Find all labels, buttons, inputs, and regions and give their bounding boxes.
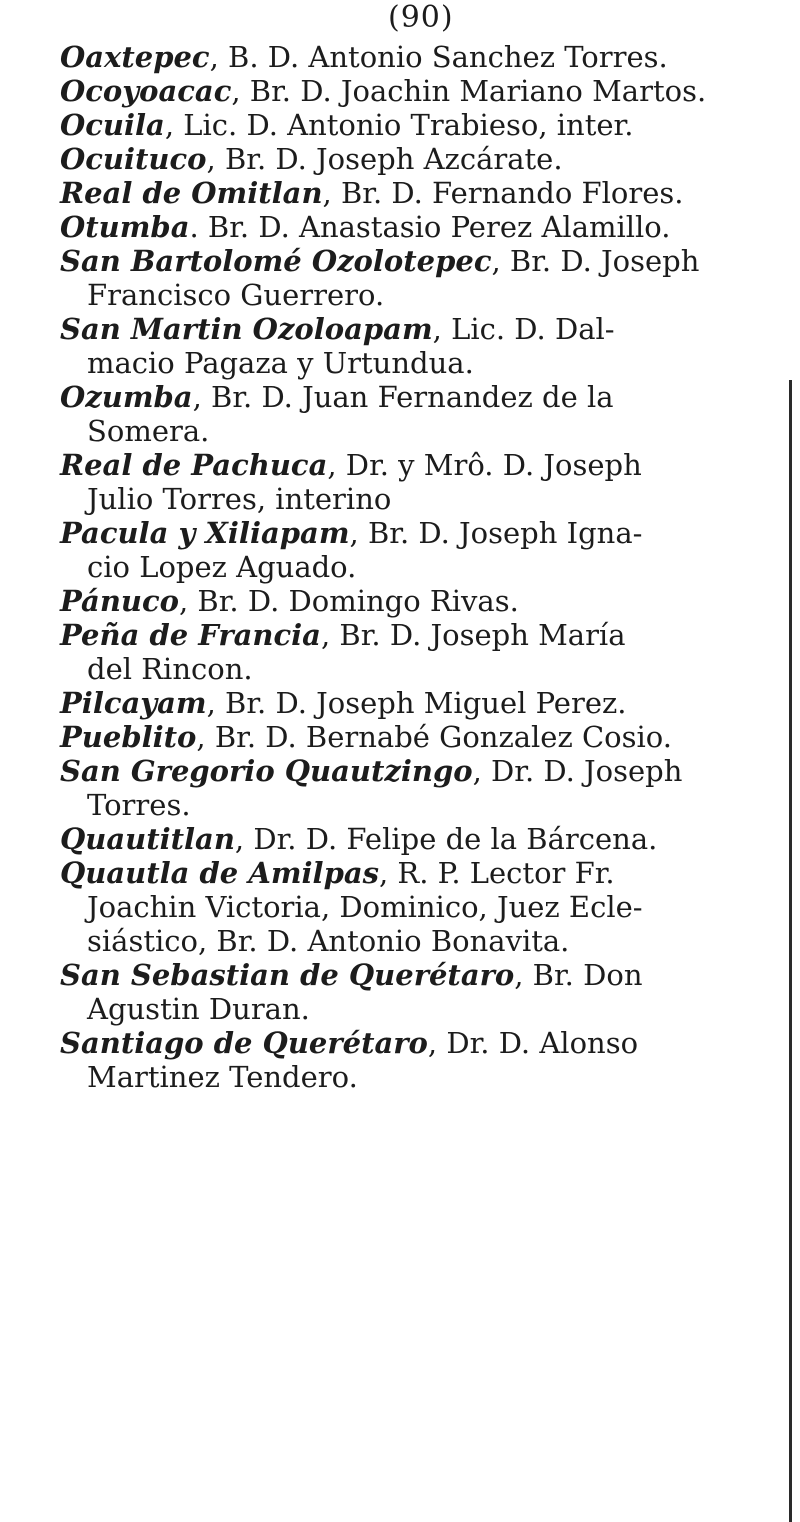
- place-name: Real de Pachuca: [60, 448, 328, 482]
- list-item: [60, 210, 780, 244]
- entry-continuation: Julio Torres, interino: [87, 482, 392, 516]
- place-name: Ozumba: [60, 380, 193, 414]
- entry-line: [60, 176, 780, 210]
- place-name: Ocoyoacac: [60, 74, 232, 108]
- list-item: [60, 822, 780, 856]
- entry-continuation: Francisco Guerrero.: [87, 278, 385, 312]
- entry-text: , Br. D. Fernando Flores.: [322, 176, 684, 210]
- entry-line: [60, 720, 780, 754]
- entry-text: , Br. Don: [514, 958, 643, 992]
- place-name: Real de Omitlan: [60, 176, 323, 210]
- place-name: Quautitlan: [60, 822, 235, 856]
- list-item: [60, 244, 780, 312]
- list-item: [60, 754, 780, 822]
- place-name: Pánuco: [60, 584, 179, 618]
- entry-line: [60, 74, 780, 108]
- entry-line: [60, 210, 780, 244]
- entry-continuation: cio Lopez Aguado.: [87, 550, 357, 584]
- entry-line: [60, 108, 780, 142]
- entry-continuation: Torres.: [87, 788, 191, 822]
- entry-line: [60, 1026, 780, 1060]
- list-item: [60, 584, 780, 618]
- list-item: [60, 1026, 780, 1094]
- entry-line: [60, 380, 780, 414]
- list-item: [60, 312, 780, 380]
- list-item: [60, 856, 780, 958]
- entry-text: , Dr. y Mrô. D. Joseph: [327, 448, 642, 482]
- list-item: [60, 618, 780, 686]
- place-name: Ocuituco: [60, 142, 207, 176]
- entry-line: [60, 312, 780, 346]
- entry-line: [60, 618, 780, 652]
- place-name: Pilcayam: [60, 686, 207, 720]
- entry-continuation: del Rincon.: [87, 652, 253, 686]
- place-name: Peña de Francia: [60, 618, 321, 652]
- entry-text: , R. P. Lector Fr.: [378, 856, 615, 890]
- place-name: San Sebastian de Querétaro: [60, 958, 515, 992]
- entry-text: , Br. D. Joseph Azcárate.: [206, 142, 563, 176]
- place-name: Ocuila: [60, 108, 165, 142]
- entry-text: , Br. D. Juan Fernandez de la: [192, 380, 614, 414]
- entry-text: , Br. D. Joachin Mariano Martos.: [231, 74, 707, 108]
- entry-text: , B. D. Antonio Sanchez Torres.: [209, 40, 668, 74]
- entry-text: , Dr. D. Felipe de la Bárcena.: [234, 822, 658, 856]
- place-name: San Gregorio Quautzingo: [60, 754, 473, 788]
- entry-continuation: Joachin Victoria, Dominico, Juez Ecle-: [87, 890, 643, 924]
- entry-text: , Br. D. Bernabé Gonzalez Cosio.: [196, 720, 672, 754]
- entry-line: [60, 754, 780, 788]
- list-item: [60, 176, 780, 210]
- entry-continuation: Somera.: [87, 414, 210, 448]
- list-item: [60, 74, 780, 108]
- entry-text: , Lic. D. Dal-: [432, 312, 615, 346]
- entry-continuation: siástico, Br. D. Antonio Bonavita.: [87, 924, 570, 958]
- list-item: [60, 686, 780, 720]
- page-edge-shadow: [789, 380, 792, 1522]
- place-name: Pueblito: [60, 720, 197, 754]
- entry-text: , Br. D. Joseph María: [320, 618, 626, 652]
- entry-text: , Br. D. Joseph Igna-: [349, 516, 643, 550]
- entry-line: [60, 856, 780, 890]
- entry-line: [60, 958, 780, 992]
- entry-text: , Dr. D. Joseph: [472, 754, 683, 788]
- list-item: [60, 380, 780, 448]
- entry-text: , Lic. D. Antonio Trabieso, inter.: [164, 108, 634, 142]
- entry-text: , Dr. D. Alonso: [427, 1026, 639, 1060]
- place-name: San Martin Ozoloapam: [60, 312, 433, 346]
- entry-line: [60, 40, 780, 74]
- list-item: [60, 958, 780, 1026]
- list-item: [60, 142, 780, 176]
- place-name: Otumba: [60, 210, 190, 244]
- entry-continuation: Agustin Duran.: [87, 992, 310, 1026]
- list-item: [60, 448, 780, 516]
- entry-line: [60, 516, 780, 550]
- place-name: San Bartolomé Ozolotepec: [60, 244, 492, 278]
- page-number: (90): [388, 0, 454, 35]
- entry-text: , Br. D. Joseph: [491, 244, 700, 278]
- list-item: [60, 516, 780, 584]
- entry-line: [60, 686, 780, 720]
- entry-line: [60, 822, 780, 856]
- entry-line: [60, 584, 780, 618]
- entry-text: , Br. D. Domingo Rivas.: [179, 584, 519, 618]
- list-item: [60, 720, 780, 754]
- list-item: [60, 108, 780, 142]
- place-name: Pacula y Xiliapam: [60, 516, 350, 550]
- parish-list: [60, 40, 780, 1094]
- place-name: Quautla de Amilpas: [60, 856, 379, 890]
- entry-continuation: Martinez Tendero.: [87, 1060, 358, 1094]
- place-name: Oaxtepec: [60, 40, 210, 74]
- entry-continuation: macio Pagaza y Urtundua.: [87, 346, 474, 380]
- entry-text: , Br. D. Joseph Miguel Perez.: [206, 686, 627, 720]
- entry-text: . Br. D. Anastasio Perez Alamillo.: [189, 210, 671, 244]
- list-item: [60, 40, 780, 74]
- entry-line: [60, 244, 780, 278]
- entry-line: [60, 142, 780, 176]
- entry-line: [60, 448, 780, 482]
- place-name: Santiago de Querétaro: [60, 1026, 428, 1060]
